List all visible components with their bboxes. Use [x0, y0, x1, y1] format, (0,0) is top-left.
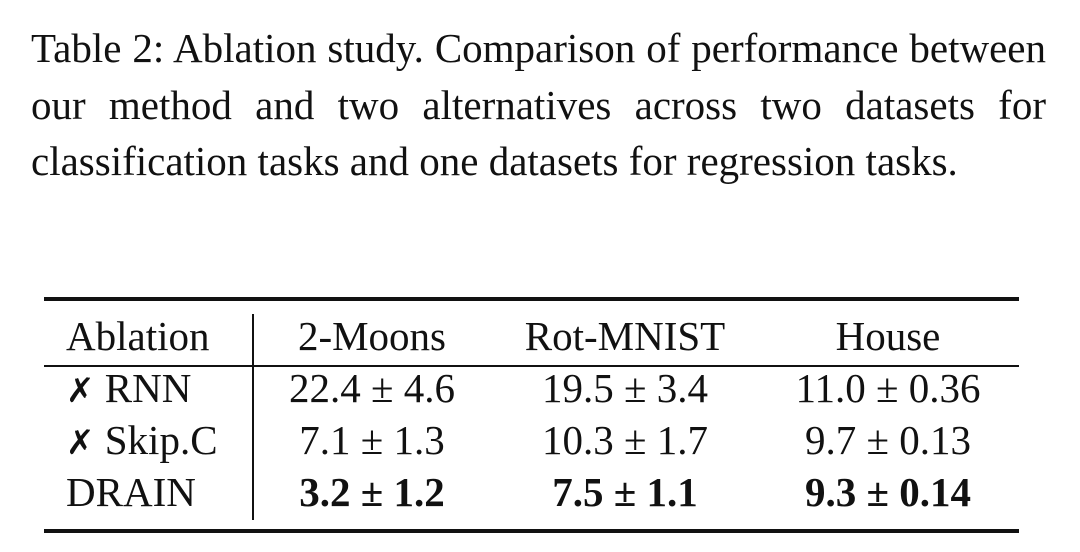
- row-label-text: RNN: [94, 365, 192, 411]
- row-label-text: Skip.C: [94, 417, 218, 463]
- cross-mark-icon: ✗: [66, 423, 95, 463]
- cell-drain-2-moons: 3.2 ± 1.2: [299, 469, 445, 515]
- cell-rnn-house: 11.0 ± 0.36: [795, 365, 981, 411]
- table-bottom-rule: [44, 529, 1019, 533]
- row-label-skipc: [66, 416, 218, 467]
- cell-drain-rot-mnist: 7.5 ± 1.1: [552, 469, 698, 515]
- cell-skipc-2-moons: 7.1 ± 1.3: [299, 417, 445, 463]
- cell-rnn-rot-mnist: 19.5 ± 3.4: [541, 365, 708, 411]
- row-label-drain: DRAIN: [66, 469, 196, 515]
- cell-drain-house: 9.3 ± 0.14: [804, 469, 971, 515]
- cell-rnn-2-moons: 22.4 ± 4.6: [288, 365, 455, 411]
- header-house: House: [835, 313, 941, 359]
- cell-skipc-rot-mnist: 10.3 ± 1.7: [541, 417, 708, 463]
- table-column-divider: [252, 314, 254, 520]
- cross-mark-icon: ✗: [66, 371, 95, 411]
- header-2-moons: 2-Moons: [297, 313, 447, 359]
- header-ablation: Ablation: [66, 313, 210, 359]
- row-label-rnn: [66, 364, 191, 415]
- table-top-rule: [44, 297, 1019, 301]
- header-rot-mnist: Rot-MNIST: [524, 313, 726, 359]
- table-caption: Table 2: Ablation study. Comparison of performance between our method and two alternatives across two datasets for classification tasks and one datasets for regression tasks.: [31, 25, 1046, 184]
- cell-skipc-house: 9.7 ± 0.13: [804, 417, 971, 463]
